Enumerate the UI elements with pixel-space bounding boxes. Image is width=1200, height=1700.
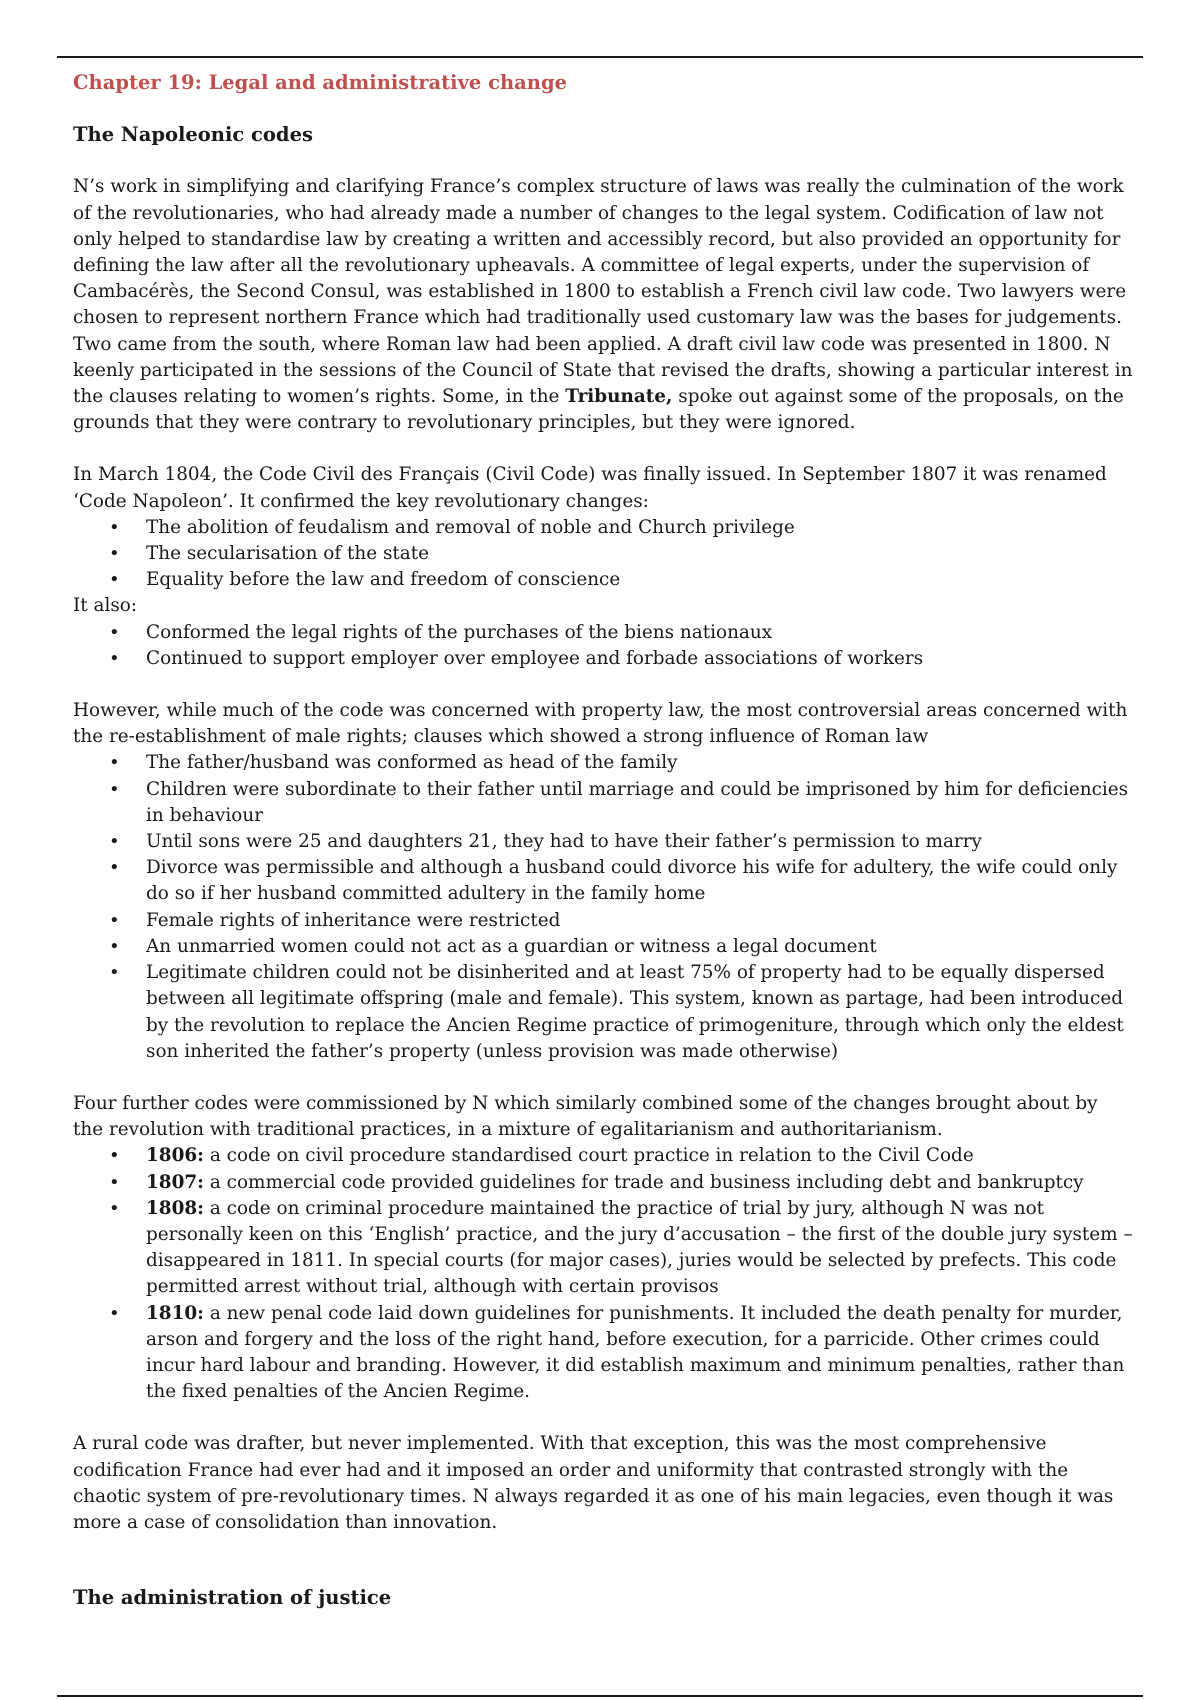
list-revolutionary-changes	[73, 515, 1133, 594]
code-description: a code on criminal procedure maintained the practice of trial by jury, although N was not personally keen on this ‘English’ practice, and the jury d’accusation – the first of the double jury system – disappeared in 1811. In special courts (for major cases), juries would be selected by prefects. This code permitted arrest without trial, although with certain provisos	[146, 1197, 1133, 1298]
code-description: a code on civil procedure standardised court practice in relation to the Civil Code	[203, 1145, 974, 1167]
list-also	[73, 620, 1133, 672]
list-item: • Legitimate children could not be disinherited and at least 75% of property had to be equally dispersed between all legitimate offspring (male and female). This system, known as partage, had been introduced by the revolution to replace the Ancien Regime practice of primogeniture, through which only the eldest son inherited the father’s property (unless provision was made otherwise)	[146, 960, 1133, 1065]
chapter-title: Chapter 19: Legal and administrative change	[73, 71, 568, 94]
list-item: • The secularisation of the state	[146, 541, 1133, 567]
bottom-rule	[57, 1695, 1143, 1697]
list-item: • Divorce was permissible and although a husband could divorce his wife for adultery, the wife could only do so if her husband committed adultery in the family home	[146, 855, 1133, 907]
code-description: a new penal code laid down guidelines for punishments. It included the death penalty for murder, arson and forgery and the loss of the right hand, before execution, for a parricide. Other crimes could incur hard labour and branding. However, it did establish maximum and minimum penalties, rather than the fixed penalties of the Ancien Regime.	[146, 1302, 1125, 1403]
list-item: • Conformed the legal rights of the purchases of the biens nationaux	[146, 620, 1133, 646]
section-heading-napoleonic-codes: The Napoleonic codes	[73, 123, 313, 147]
document-body	[73, 70, 1133, 1562]
list-item: • Female rights of inheritance were restricted	[146, 908, 1133, 934]
tribunate-term: Tribunate,	[565, 386, 673, 408]
code-year: 1808:	[146, 1197, 204, 1219]
list-item: • Equality before the law and freedom of conscience	[146, 567, 1133, 593]
paragraph-rural-code: A rural code was drafter, but never implemented. With that exception, this was the most comprehensive codification France had ever had and it imposed an order and uniformity that contrasted strongly with the chaotic system of pre-revolutionary times. N always regarded it as one of his main legacies, even though it was more a case of consolidation than innovation.	[73, 1433, 1114, 1533]
top-rule	[57, 56, 1143, 58]
list-item	[146, 1170, 1133, 1196]
paragraph-intro-end: spoke out against some of the proposals, on the grounds that they were contrary to revolutionary principles, but they were ignored.	[73, 386, 1124, 434]
list-item: • Continued to support employer over employee and forbade associations of workers	[146, 646, 1133, 672]
code-year: 1806:	[146, 1145, 204, 1167]
list-item: • Children were subordinate to their father until marriage and could be imprisoned by him for deficiencies in behaviour	[146, 777, 1133, 829]
code-description: a commercial code provided guidelines for trade and business including debt and bankruptcy	[203, 1171, 1084, 1193]
code-year: 1810:	[146, 1302, 204, 1324]
list-male-rights	[73, 750, 1133, 1064]
list-item: • An unmarried women could not act as a guardian or witness a legal document	[146, 934, 1133, 960]
paragraph-civil-code: In March 1804, the Code Civil des Français (Civil Code) was finally issued. In September 1807 it was renamed ‘Code Napoleon’. It confirmed the key revolutionary changes:	[73, 464, 1107, 512]
list-further-codes	[73, 1143, 1133, 1405]
list-item	[146, 1301, 1133, 1406]
list-item	[146, 1196, 1133, 1301]
it-also-label: It also:	[73, 595, 138, 617]
paragraph-further-codes: Four further codes were commissioned by N which similarly combined some of the changes brought about by the revolution with traditional practices, in a mixture of egalitarianism and authoritarianism.	[73, 1092, 1098, 1141]
paragraph-intro-text: N’s work in simplifying and clarifying France’s complex structure of laws was really the culmination of the work of the revolutionaries, who had already made a number of changes to the legal system. Codification of law not only helped to standardise law by creating a written and accessibly record, but also provided an opportunity for defining the law after all the revolutionary upheavals. A committee of legal experts, under the supervision of Cambacérès, the Second Consul, was established in 1800 to establish a French civil law code. Two lawyers were chosen to represent northern France which had traditionally used customary law was the bases for judgements. Two came from the south, where Roman law had been applied. A draft civil law code was presented in 1800. N keenly participated in the sessions of the Council of State that revised the drafts, showing a particular interest in the clauses relating to women’s rights. Some, in the	[73, 176, 1133, 408]
list-item	[146, 1143, 1133, 1169]
list-item: • Until sons were 25 and daughters 21, they had to have their father’s permission to marry	[146, 829, 1133, 855]
paragraph-intro	[73, 174, 1133, 436]
section-heading-administration-of-justice: The administration of justice	[73, 1586, 392, 1609]
list-item: • The father/husband was conformed as head of the family	[146, 750, 1133, 776]
code-year: 1807:	[146, 1171, 204, 1193]
paragraph-male-rights: However, while much of the code was concerned with property law, the most controversial areas concerned with the re-establishment of male rights; clauses which showed a strong influence of Roman law	[73, 700, 1128, 748]
list-item: • The abolition of feudalism and removal of noble and Church privilege	[146, 515, 1133, 541]
